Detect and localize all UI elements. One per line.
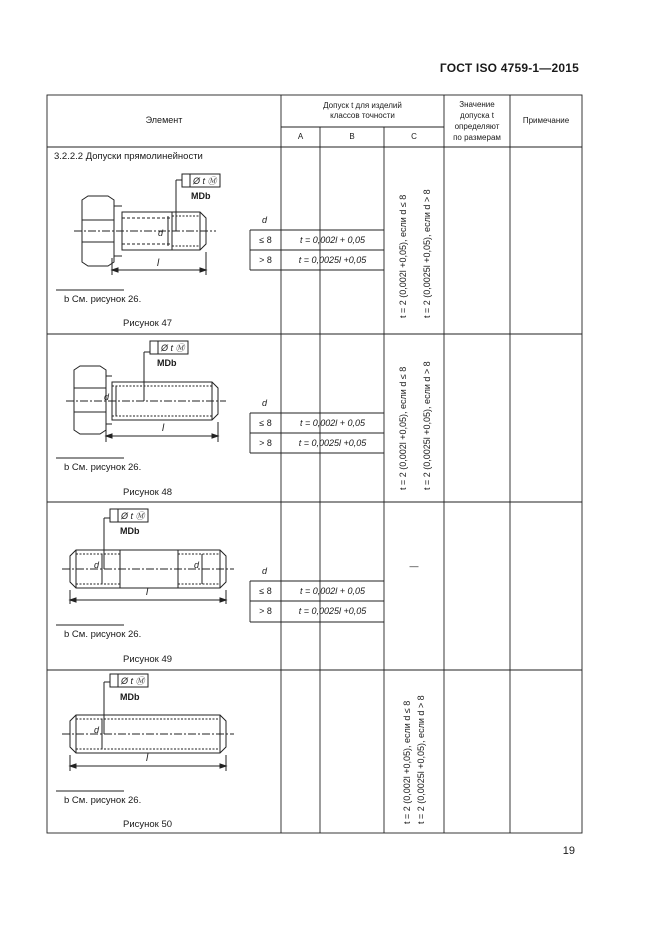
d-label-47: d <box>262 215 268 225</box>
l-label-50: l <box>146 753 149 764</box>
b-le8-47: t = 0,002l + 0,05 <box>299 235 366 245</box>
d-label-48: d <box>262 398 268 408</box>
c-line1-48: t = 2 (0,002l +0,05), если d ≤ 8 <box>398 366 408 490</box>
col-header-note: Примечание <box>522 116 570 125</box>
svg-text:Ø t Ⓜ: Ø t Ⓜ <box>121 676 145 686</box>
svg-text:d: d <box>194 560 200 570</box>
footnote-47: b См. рисунок 26. <box>64 294 142 305</box>
col-header-tolerance-1: Допуск t для изделий <box>323 101 402 110</box>
svg-text:d: d <box>94 725 100 735</box>
b-le8-48: t = 0,002l + 0,05 <box>299 418 366 428</box>
col-header-class-c: C <box>411 132 417 141</box>
gt8-49: > 8 <box>259 606 272 616</box>
c-line2-47: t = 2 (0,0025l +0,05), если d > 8 <box>422 189 432 318</box>
svg-text:d: d <box>94 560 100 570</box>
drawing-figure-47 <box>60 168 230 278</box>
b-gt8-47: t = 0,0025l +0,05 <box>298 255 367 265</box>
col-header-tolerance-2: классов точности <box>330 111 395 120</box>
svg-text:d: d <box>158 228 164 238</box>
svg-text:d: d <box>104 392 110 402</box>
b-gt8-48: t = 0,0025l +0,05 <box>298 438 367 448</box>
l-label-48: l <box>162 423 165 434</box>
drawing-figure-48 <box>60 338 230 446</box>
col-header-value-4: по размерам <box>453 133 501 142</box>
figure-caption-47: Рисунок 47 <box>123 318 173 329</box>
page-number: 19 <box>562 845 575 857</box>
figure-caption-48: Рисунок 48 <box>123 487 173 498</box>
figure-caption-49: Рисунок 49 <box>123 654 173 665</box>
col-header-class-a: A <box>297 132 304 141</box>
col-header-element: Элемент <box>145 115 183 125</box>
c-line1-47: t = 2 (0,002l +0,05), если d ≤ 8 <box>398 194 408 318</box>
md-label-49: MDb <box>120 526 140 536</box>
c-line1-50: t = 2 (0,002l +0,05), если d ≤ 8 <box>402 700 412 824</box>
l-label-47: l <box>157 258 160 269</box>
b-le8-49: t = 0,002l + 0,05 <box>299 586 366 596</box>
le8-49: ≤ 8 <box>259 586 272 596</box>
footnote-48: b См. рисунок 26. <box>64 462 142 473</box>
section-title: 3.2.2.2 Допуски прямолинейности <box>54 151 203 162</box>
d-label-49: d <box>262 566 268 576</box>
l-label-49: l <box>146 587 149 598</box>
svg-text:Ø t Ⓜ: Ø t Ⓜ <box>193 176 217 186</box>
b-gt8-49: t = 0,0025l +0,05 <box>298 606 367 616</box>
c-line2-50: t = 2 (0,0025l +0,05), если d > 8 <box>416 695 426 824</box>
gt8-48: > 8 <box>259 438 272 448</box>
md-label-47: MDb <box>191 191 211 201</box>
le8-47: ≤ 8 <box>259 235 272 245</box>
footnote-49: b См. рисунок 26. <box>64 629 142 640</box>
figure-caption-50: Рисунок 50 <box>123 819 173 830</box>
col-header-value-1: Значение <box>459 100 495 109</box>
standard-header: ГОСТ ISO 4759-1—2015 <box>439 61 579 75</box>
c-dash-49: — <box>409 561 419 571</box>
footnote-50: b См. рисунок 26. <box>64 795 142 806</box>
c-line2-48: t = 2 (0,0025l +0,05), если d > 8 <box>422 361 432 490</box>
col-header-class-b: B <box>349 132 355 141</box>
md-label-50: MDb <box>120 692 140 702</box>
gt8-47: > 8 <box>259 255 272 265</box>
le8-48: ≤ 8 <box>259 418 272 428</box>
svg-text:Ø t Ⓜ: Ø t Ⓜ <box>161 343 185 353</box>
svg-text:Ø t Ⓜ: Ø t Ⓜ <box>121 511 145 521</box>
col-header-value-3: определяют <box>454 122 500 131</box>
col-header-value-2: допуска t <box>460 111 494 120</box>
md-label-48: MDb <box>157 358 177 368</box>
